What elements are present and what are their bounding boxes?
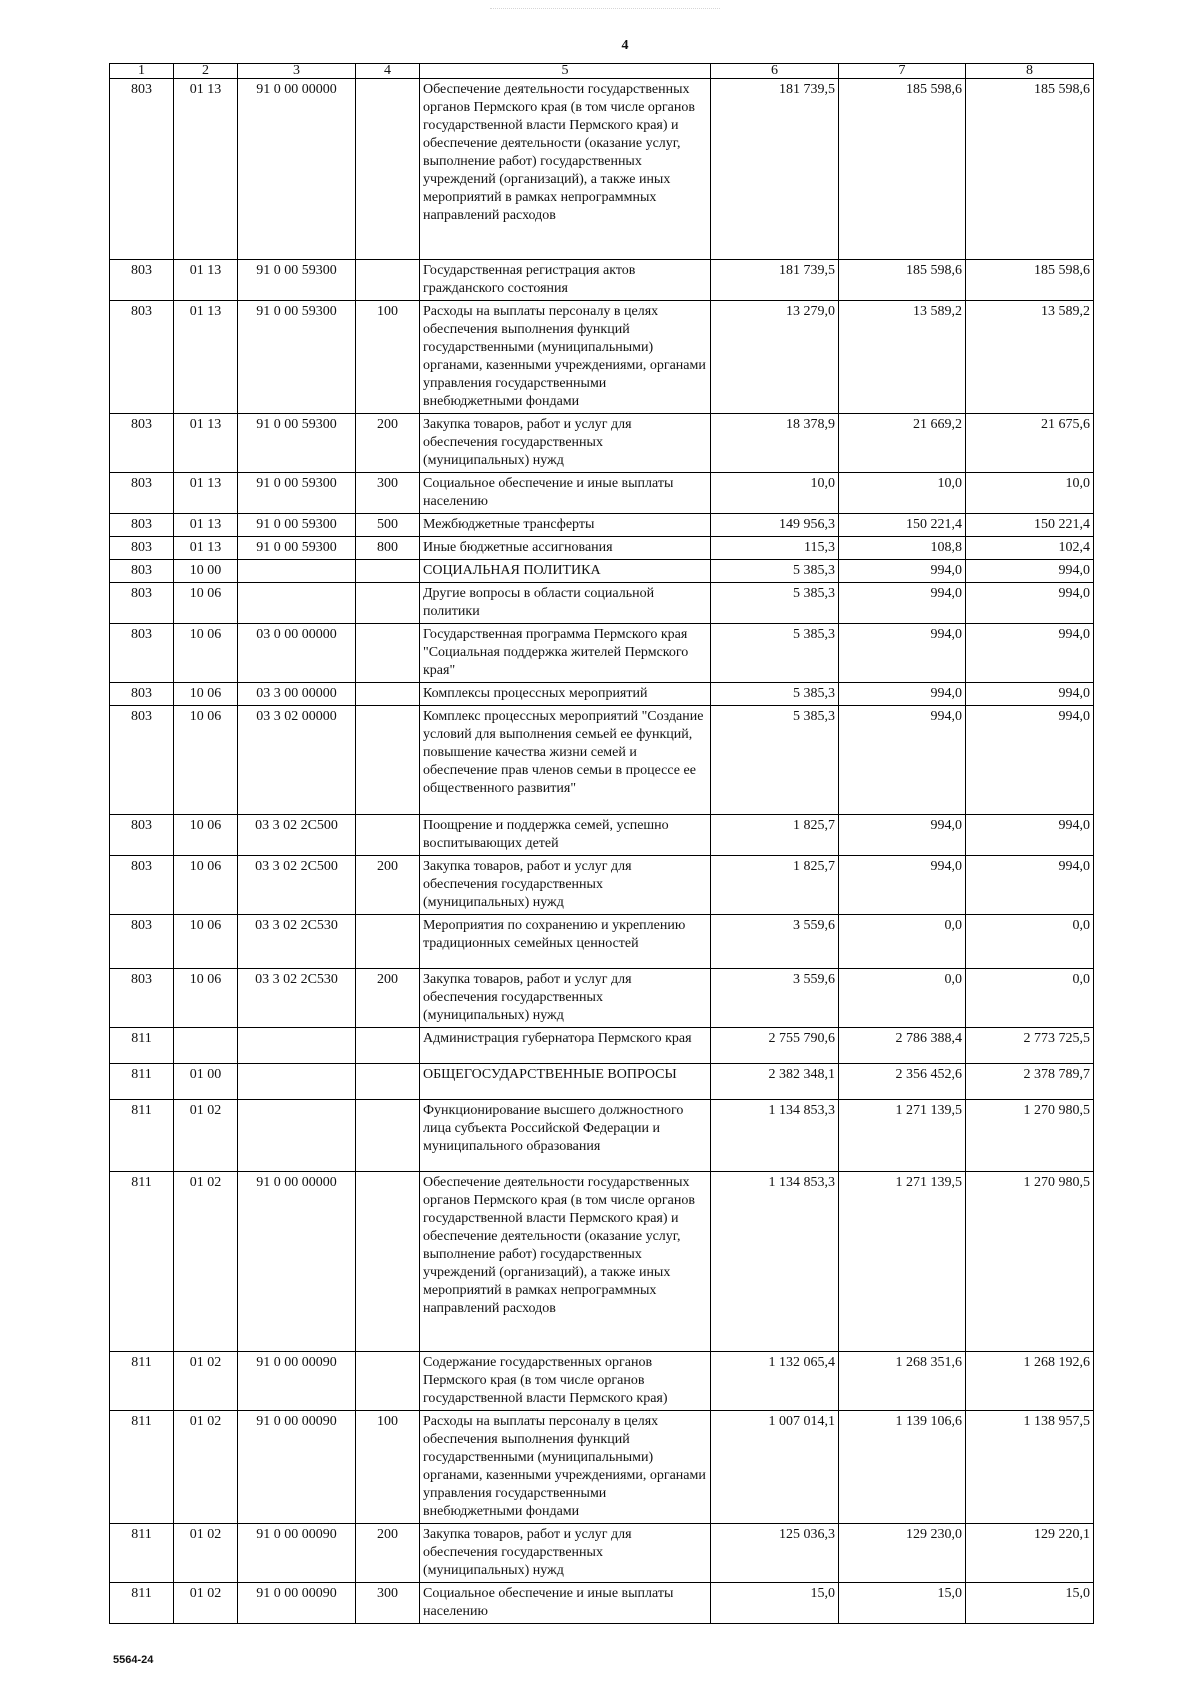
cell-expense-type: 200	[356, 1524, 420, 1583]
cell-target-article: 91 0 00 59300	[238, 537, 356, 560]
cell-description: Администрация губернатора Пермского края	[420, 1028, 711, 1064]
cell-expense-type: 500	[356, 514, 420, 537]
cell-expense-type: 200	[356, 969, 420, 1028]
cell-expense-type	[356, 560, 420, 583]
cell-amount-year1: 1 134 853,3	[711, 1100, 839, 1172]
cell-amount-year2: 108,8	[839, 537, 966, 560]
cell-amount-year1: 149 956,3	[711, 514, 839, 537]
cell-amount-year3: 15,0	[966, 1583, 1094, 1624]
cell-amount-year2: 994,0	[839, 815, 966, 856]
cell-section-code: 10 06	[174, 915, 238, 969]
table-body	[110, 79, 1094, 1624]
cell-amount-year1: 1 825,7	[711, 815, 839, 856]
cell-amount-year3: 994,0	[966, 583, 1094, 624]
cell-expense-type	[356, 706, 420, 815]
cell-section-code: 10 06	[174, 683, 238, 706]
table-row	[110, 79, 1094, 260]
table-row	[110, 1064, 1094, 1100]
cell-amount-year2: 994,0	[839, 583, 966, 624]
cell-expense-type	[356, 260, 420, 301]
cell-expense-type	[356, 624, 420, 683]
cell-grbs-code: 803	[110, 414, 174, 473]
cell-target-article: 03 3 02 2С530	[238, 969, 356, 1028]
cell-section-code: 10 06	[174, 969, 238, 1028]
cell-target-article: 03 3 02 2С530	[238, 915, 356, 969]
cell-section-code: 01 13	[174, 260, 238, 301]
cell-amount-year2: 994,0	[839, 624, 966, 683]
cell-expense-type: 100	[356, 301, 420, 414]
cell-amount-year2: 0,0	[839, 915, 966, 969]
cell-description: Комплекс процессных мероприятий "Создание условий для выполнения семьей ее функций, повышение качества жизни семей и обеспечение прав членов семьи в процессе ее общественного развития"	[420, 706, 711, 815]
cell-amount-year2: 994,0	[839, 560, 966, 583]
cell-amount-year3: 185 598,6	[966, 79, 1094, 260]
cell-amount-year3: 10,0	[966, 473, 1094, 514]
cell-amount-year1: 5 385,3	[711, 683, 839, 706]
cell-grbs-code: 811	[110, 1524, 174, 1583]
cell-description: СОЦИАЛЬНАЯ ПОЛИТИКА	[420, 560, 711, 583]
cell-amount-year2: 185 598,6	[839, 260, 966, 301]
cell-description: Обеспечение деятельности государственных органов Пермского края (в том числе органов государственной власти Пермского края) и обеспечение деятельности (оказание услуг, выполнение работ) государственных учреждений (организаций), а также иных мероприятий в рамках непрограммных направлений расходов	[420, 1172, 711, 1352]
cell-expense-type	[356, 815, 420, 856]
cell-target-article: 91 0 00 59300	[238, 514, 356, 537]
table-row	[110, 1028, 1094, 1064]
table-row	[110, 1583, 1094, 1624]
cell-description: Социальное обеспечение и иные выплаты населению	[420, 1583, 711, 1624]
cell-amount-year1: 1 007 014,1	[711, 1411, 839, 1524]
cell-amount-year3: 150 221,4	[966, 514, 1094, 537]
header-col-5: 5	[420, 64, 711, 79]
table-row	[110, 1411, 1094, 1524]
cell-amount-year3: 2 378 789,7	[966, 1064, 1094, 1100]
cell-grbs-code: 803	[110, 473, 174, 514]
cell-target-article	[238, 560, 356, 583]
table-row	[110, 624, 1094, 683]
cell-section-code: 01 13	[174, 301, 238, 414]
cell-section-code: 01 13	[174, 473, 238, 514]
cell-section-code: 01 02	[174, 1524, 238, 1583]
cell-grbs-code: 803	[110, 969, 174, 1028]
cell-description: Социальное обеспечение и иные выплаты населению	[420, 473, 711, 514]
cell-target-article	[238, 1064, 356, 1100]
cell-amount-year3: 185 598,6	[966, 260, 1094, 301]
table-row	[110, 301, 1094, 414]
cell-amount-year3: 1 138 957,5	[966, 1411, 1094, 1524]
table-row	[110, 1352, 1094, 1411]
cell-grbs-code: 811	[110, 1352, 174, 1411]
cell-amount-year2: 1 139 106,6	[839, 1411, 966, 1524]
cell-target-article: 91 0 00 59300	[238, 260, 356, 301]
cell-target-article: 91 0 00 00090	[238, 1411, 356, 1524]
table-row	[110, 583, 1094, 624]
cell-target-article: 91 0 00 59300	[238, 414, 356, 473]
cell-amount-year3: 1 270 980,5	[966, 1172, 1094, 1352]
cell-amount-year1: 15,0	[711, 1583, 839, 1624]
cell-grbs-code: 803	[110, 537, 174, 560]
table-row	[110, 514, 1094, 537]
cell-section-code: 01 13	[174, 414, 238, 473]
header-col-4: 4	[356, 64, 420, 79]
cell-amount-year3: 994,0	[966, 560, 1094, 583]
cell-grbs-code: 811	[110, 1100, 174, 1172]
cell-amount-year3: 129 220,1	[966, 1524, 1094, 1583]
cell-amount-year3: 102,4	[966, 537, 1094, 560]
cell-section-code: 10 06	[174, 706, 238, 815]
cell-expense-type: 100	[356, 1411, 420, 1524]
cell-grbs-code: 811	[110, 1172, 174, 1352]
cell-amount-year2: 1 271 139,5	[839, 1100, 966, 1172]
cell-section-code: 01 02	[174, 1411, 238, 1524]
cell-amount-year2: 13 589,2	[839, 301, 966, 414]
cell-grbs-code: 803	[110, 683, 174, 706]
cell-expense-type: 200	[356, 856, 420, 915]
cell-amount-year1: 5 385,3	[711, 583, 839, 624]
cell-expense-type	[356, 1352, 420, 1411]
cell-section-code	[174, 1028, 238, 1064]
cell-amount-year2: 150 221,4	[839, 514, 966, 537]
header-col-6: 6	[711, 64, 839, 79]
cell-section-code: 01 02	[174, 1100, 238, 1172]
cell-section-code: 01 02	[174, 1172, 238, 1352]
cell-grbs-code: 803	[110, 560, 174, 583]
table-row	[110, 1100, 1094, 1172]
cell-target-article: 91 0 00 00090	[238, 1583, 356, 1624]
cell-target-article: 91 0 00 00090	[238, 1524, 356, 1583]
cell-description: Закупка товаров, работ и услуг для обеспечения государственных (муниципальных) нужд	[420, 969, 711, 1028]
cell-target-article: 03 0 00 00000	[238, 624, 356, 683]
cell-expense-type	[356, 915, 420, 969]
table-row	[110, 260, 1094, 301]
cell-amount-year2: 1 271 139,5	[839, 1172, 966, 1352]
cell-amount-year2: 1 268 351,6	[839, 1352, 966, 1411]
cell-amount-year2: 2 356 452,6	[839, 1064, 966, 1100]
cell-grbs-code: 803	[110, 856, 174, 915]
cell-amount-year2: 185 598,6	[839, 79, 966, 260]
cell-description: ОБЩЕГОСУДАРСТВЕННЫЕ ВОПРОСЫ	[420, 1064, 711, 1100]
cell-description: Другие вопросы в области социальной политики	[420, 583, 711, 624]
cell-section-code: 01 13	[174, 79, 238, 260]
cell-amount-year3: 1 268 192,6	[966, 1352, 1094, 1411]
cell-description: Функционирование высшего должностного лица субъекта Российской Федерации и муниципального образования	[420, 1100, 711, 1172]
cell-amount-year1: 5 385,3	[711, 624, 839, 683]
cell-target-article: 03 3 02 2С500	[238, 815, 356, 856]
cell-description: Государственная программа Пермского края "Социальная поддержка жителей Пермского края"	[420, 624, 711, 683]
cell-description: Закупка товаров, работ и услуг для обеспечения государственных (муниципальных) нужд	[420, 856, 711, 915]
cell-expense-type	[356, 79, 420, 260]
header-col-2: 2	[174, 64, 238, 79]
cell-description: Закупка товаров, работ и услуг для обеспечения государственных (муниципальных) нужд	[420, 1524, 711, 1583]
cell-description: Межбюджетные трансферты	[420, 514, 711, 537]
table-row	[110, 560, 1094, 583]
cell-grbs-code: 811	[110, 1583, 174, 1624]
cell-section-code: 01 00	[174, 1064, 238, 1100]
page-number: 4	[621, 38, 629, 53]
cell-grbs-code: 803	[110, 301, 174, 414]
scan-artifact	[490, 0, 720, 9]
cell-amount-year3: 994,0	[966, 624, 1094, 683]
cell-amount-year3: 0,0	[966, 915, 1094, 969]
cell-grbs-code: 803	[110, 706, 174, 815]
cell-target-article: 91 0 00 00000	[238, 79, 356, 260]
cell-section-code: 10 06	[174, 856, 238, 915]
cell-expense-type	[356, 583, 420, 624]
cell-amount-year1: 5 385,3	[711, 560, 839, 583]
cell-amount-year2: 994,0	[839, 706, 966, 815]
cell-amount-year1: 3 559,6	[711, 915, 839, 969]
cell-section-code: 01 13	[174, 514, 238, 537]
table-row	[110, 815, 1094, 856]
cell-target-article	[238, 583, 356, 624]
budget-table	[109, 63, 1094, 1624]
cell-amount-year3: 994,0	[966, 856, 1094, 915]
cell-amount-year1: 125 036,3	[711, 1524, 839, 1583]
cell-amount-year2: 21 669,2	[839, 414, 966, 473]
cell-amount-year2: 0,0	[839, 969, 966, 1028]
cell-description: Обеспечение деятельности государственных органов Пермского края (в том числе органов государственной власти Пермского края) и обеспечение деятельности (оказание услуг, выполнение работ) государственных учреждений (организаций), а также иных мероприятий в рамках непрограммных направлений расходов	[420, 79, 711, 260]
cell-section-code: 10 00	[174, 560, 238, 583]
cell-amount-year1: 13 279,0	[711, 301, 839, 414]
cell-amount-year1: 1 134 853,3	[711, 1172, 839, 1352]
cell-expense-type	[356, 683, 420, 706]
cell-expense-type	[356, 1064, 420, 1100]
cell-section-code: 01 02	[174, 1352, 238, 1411]
cell-amount-year1: 3 559,6	[711, 969, 839, 1028]
cell-expense-type: 200	[356, 414, 420, 473]
header-row	[110, 64, 1094, 79]
table-row	[110, 1172, 1094, 1352]
cell-target-article	[238, 1100, 356, 1172]
cell-grbs-code: 803	[110, 79, 174, 260]
cell-grbs-code: 803	[110, 514, 174, 537]
cell-target-article: 91 0 00 00000	[238, 1172, 356, 1352]
cell-expense-type	[356, 1172, 420, 1352]
cell-amount-year3: 1 270 980,5	[966, 1100, 1094, 1172]
cell-amount-year1: 5 385,3	[711, 706, 839, 815]
cell-grbs-code: 803	[110, 583, 174, 624]
cell-expense-type: 300	[356, 1583, 420, 1624]
cell-target-article	[238, 1028, 356, 1064]
cell-description: Поощрение и поддержка семей, успешно воспитывающих детей	[420, 815, 711, 856]
table-row	[110, 683, 1094, 706]
header-col-1: 1	[110, 64, 174, 79]
cell-amount-year1: 181 739,5	[711, 260, 839, 301]
cell-expense-type: 300	[356, 473, 420, 514]
cell-amount-year3: 994,0	[966, 706, 1094, 815]
cell-amount-year1: 2 755 790,6	[711, 1028, 839, 1064]
cell-target-article: 03 3 02 2С500	[238, 856, 356, 915]
table-row	[110, 856, 1094, 915]
cell-amount-year2: 994,0	[839, 683, 966, 706]
table-row	[110, 537, 1094, 560]
cell-amount-year1: 181 739,5	[711, 79, 839, 260]
cell-target-article: 03 3 02 00000	[238, 706, 356, 815]
cell-grbs-code: 811	[110, 1028, 174, 1064]
table-row	[110, 915, 1094, 969]
table-row	[110, 473, 1094, 514]
cell-amount-year3: 13 589,2	[966, 301, 1094, 414]
cell-grbs-code: 811	[110, 1411, 174, 1524]
cell-description: Содержание государственных органов Пермского края (в том числе органов государственной власти Пермского края)	[420, 1352, 711, 1411]
table-row	[110, 414, 1094, 473]
table-header	[110, 64, 1094, 79]
cell-description: Комплексы процессных мероприятий	[420, 683, 711, 706]
cell-target-article: 91 0 00 00090	[238, 1352, 356, 1411]
cell-expense-type	[356, 1028, 420, 1064]
cell-description: Расходы на выплаты персоналу в целях обеспечения выполнения функций государственными (муниципальными) органами, казенными учреждениями, органами управления государственными внебюджетными фондами	[420, 301, 711, 414]
cell-amount-year2: 994,0	[839, 856, 966, 915]
cell-amount-year2: 10,0	[839, 473, 966, 514]
document-code: 5564-24	[113, 1654, 154, 1666]
cell-description: Иные бюджетные ассигнования	[420, 537, 711, 560]
table-row	[110, 1524, 1094, 1583]
cell-amount-year3: 2 773 725,5	[966, 1028, 1094, 1064]
cell-section-code: 10 06	[174, 583, 238, 624]
header-col-7: 7	[839, 64, 966, 79]
cell-amount-year2: 15,0	[839, 1583, 966, 1624]
table-row	[110, 706, 1094, 815]
cell-amount-year3: 21 675,6	[966, 414, 1094, 473]
cell-amount-year1: 1 132 065,4	[711, 1352, 839, 1411]
cell-amount-year1: 115,3	[711, 537, 839, 560]
cell-amount-year1: 18 378,9	[711, 414, 839, 473]
cell-amount-year3: 994,0	[966, 683, 1094, 706]
cell-amount-year1: 1 825,7	[711, 856, 839, 915]
table-row	[110, 969, 1094, 1028]
cell-section-code: 01 02	[174, 1583, 238, 1624]
cell-amount-year3: 0,0	[966, 969, 1094, 1028]
cell-grbs-code: 803	[110, 260, 174, 301]
cell-section-code: 10 06	[174, 624, 238, 683]
cell-grbs-code: 803	[110, 915, 174, 969]
cell-section-code: 10 06	[174, 815, 238, 856]
cell-description: Закупка товаров, работ и услуг для обеспечения государственных (муниципальных) нужд	[420, 414, 711, 473]
cell-section-code: 01 13	[174, 537, 238, 560]
cell-description: Мероприятия по сохранению и укреплению традиционных семейных ценностей	[420, 915, 711, 969]
cell-amount-year3: 994,0	[966, 815, 1094, 856]
header-col-8: 8	[966, 64, 1094, 79]
cell-grbs-code: 803	[110, 815, 174, 856]
cell-target-article: 91 0 00 59300	[238, 473, 356, 514]
cell-amount-year2: 129 230,0	[839, 1524, 966, 1583]
cell-amount-year1: 2 382 348,1	[711, 1064, 839, 1100]
cell-grbs-code: 811	[110, 1064, 174, 1100]
cell-amount-year2: 2 786 388,4	[839, 1028, 966, 1064]
cell-expense-type	[356, 1100, 420, 1172]
cell-expense-type: 800	[356, 537, 420, 560]
header-col-3: 3	[238, 64, 356, 79]
cell-target-article: 91 0 00 59300	[238, 301, 356, 414]
cell-amount-year1: 10,0	[711, 473, 839, 514]
cell-grbs-code: 803	[110, 624, 174, 683]
cell-description: Расходы на выплаты персоналу в целях обеспечения выполнения функций государственными (муниципальными) органами, казенными учреждениями, органами управления государственными внебюджетными фондами	[420, 1411, 711, 1524]
cell-target-article: 03 3 00 00000	[238, 683, 356, 706]
cell-description: Государственная регистрация актов гражданского состояния	[420, 260, 711, 301]
